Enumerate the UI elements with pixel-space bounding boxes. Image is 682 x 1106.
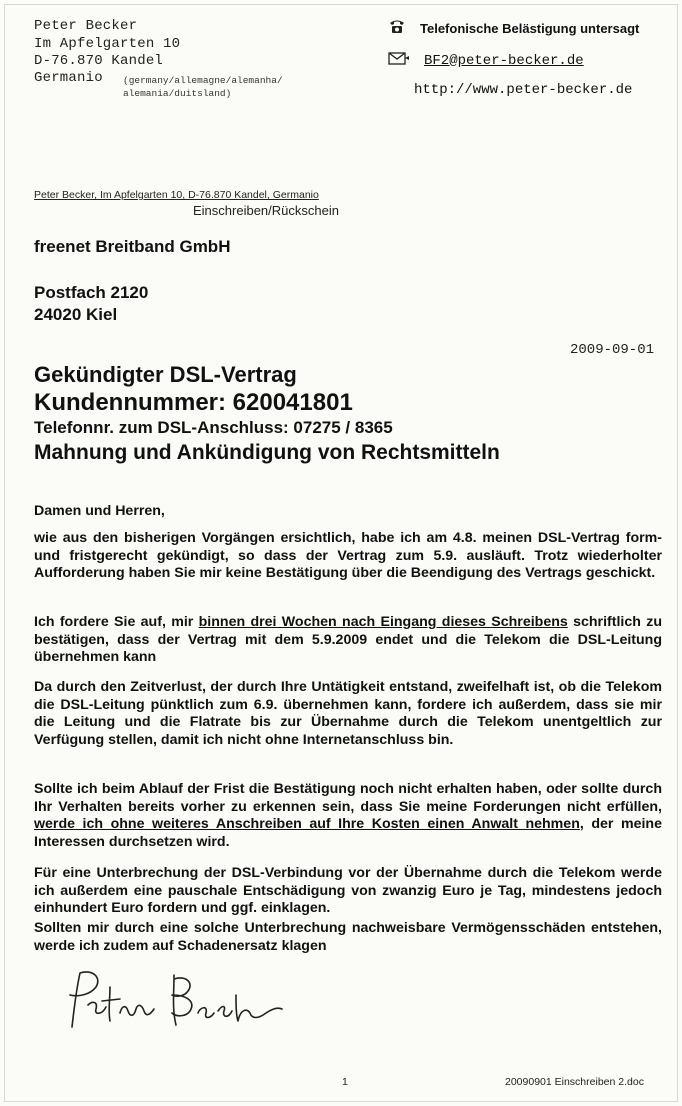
- paragraph-4: [34, 781, 662, 851]
- delivery-type: Einschreiben/Rückschein: [193, 203, 339, 218]
- email-row: [388, 51, 584, 70]
- letter-date: 2009-09-01: [570, 342, 655, 358]
- subject-line-3: Telefonnr. zum DSL-Anschluss: 07275 / 8365: [34, 418, 393, 437]
- subject-line-1: Gekündigter DSL-Vertrag: [34, 362, 297, 387]
- sender-country: Germanio: [34, 70, 103, 86]
- document-filename: 20090901 Einschreiben 2.doc: [505, 1076, 644, 1088]
- subject-line-4: Mahnung und Ankündigung von Rechtsmitteln: [34, 441, 500, 464]
- sender-name: Peter Becker: [34, 18, 138, 34]
- recipient-company: freenet Breitband GmbH: [34, 237, 231, 256]
- paragraph-4-emphasis: werde ich ohne weiteres Anschreiben auf Ihre Kosten einen Anwalt nehmen: [34, 816, 580, 833]
- paragraph-5: Für eine Unterbrechung der DSL-Verbindung vor der Übernahme durch die Telekom werde ich außerdem eine pauschale Entschädigung von zwanzig Euro je Tag, mindestens jedoch einhundert Euro fordern und ggf. einklagen.: [34, 865, 662, 917]
- paragraph-2-end: schriftlich zu bestätigen, dass der Vertrag mit dem 5.9.2009 endet und die Telekom die DSL-Leitung übernehmen kann: [34, 614, 662, 666]
- paragraph-2-emphasis: binnen drei Wochen nach Eingang dieses Schreibens: [198, 614, 568, 630]
- recipient-city: 24020 Kiel: [34, 305, 118, 324]
- handwritten-signature: [58, 965, 288, 1040]
- paragraph-3: Da durch den Zeitverlust, der durch Ihre Untätigkeit entstand, zweifelhaft ist, ob die Telekom die DSL-Leitung pünktlich zum 6.9. übernehmen kann, fordere ich außerdem, dass sie mir die Leitung und die Flatrate bis zur Übernahme durch die Telekom unentgeltlich zur Verfügung stellen, damit ich nicht ohne Internetanschluss bin.: [34, 679, 662, 748]
- sender-city: D-76.870 Kandel: [34, 53, 164, 69]
- paragraph-2: [34, 614, 662, 667]
- paragraph-1: wie aus den bisherigen Vorgängen ersichtlich, habe ich am 4.8. meinen DSL-Vertrag form- und fristgerecht gekündigt, so dass der Vertrag zum 5.9. ausläuft. Trotz wiederholter Aufforderung haben Sie mir keine Bestätigung über die Beendigung des Vertrags geschickt.: [34, 530, 662, 582]
- email-link[interactable]: BF2@peter-becker.de: [424, 52, 584, 69]
- salutation: Damen und Herren,: [34, 503, 165, 519]
- page-number: 1: [342, 1076, 348, 1088]
- phone-icon: [388, 18, 406, 39]
- paragraph-4-end: , der meine Interessen durchsetzen wird.: [34, 816, 662, 850]
- sender-street: Im Apfelgarten 10: [34, 36, 181, 52]
- envelope-icon: [388, 51, 410, 70]
- paragraph-6: Sollten mir durch eine solche Unterbrechung nachweisbare Vermögensschäden entstehen, werde ich zudem auf Schadenersatz klagen: [34, 920, 662, 954]
- phone-notice: Telefonische Belästigung untersagt: [420, 21, 640, 36]
- return-address: Peter Becker, Im Apfelgarten 10, D-76.870 Kandel, Germanio: [34, 189, 319, 201]
- subject-line-2: Kundennummer: 620041801: [34, 389, 353, 416]
- sender-country-variants-2: alemania/duitsland): [123, 88, 232, 99]
- recipient-po-box: Postfach 2120: [34, 283, 149, 302]
- paragraph-4-start: Sollte ich beim Ablauf der Frist die Bestätigung noch nicht erhalten haben, oder sollte durch Ihr Verhalten bereits vorher zu erkennen sein, dass Sie meine Forderungen nicht erfüllen,: [34, 781, 662, 815]
- sender-country-variants-1: (germany/allemagne/alemanha/: [123, 75, 283, 86]
- paragraph-2-start: Ich fordere Sie auf, mir: [34, 614, 199, 630]
- website-link[interactable]: http://www.peter-becker.de: [414, 82, 633, 98]
- phone-notice-row: [388, 18, 639, 39]
